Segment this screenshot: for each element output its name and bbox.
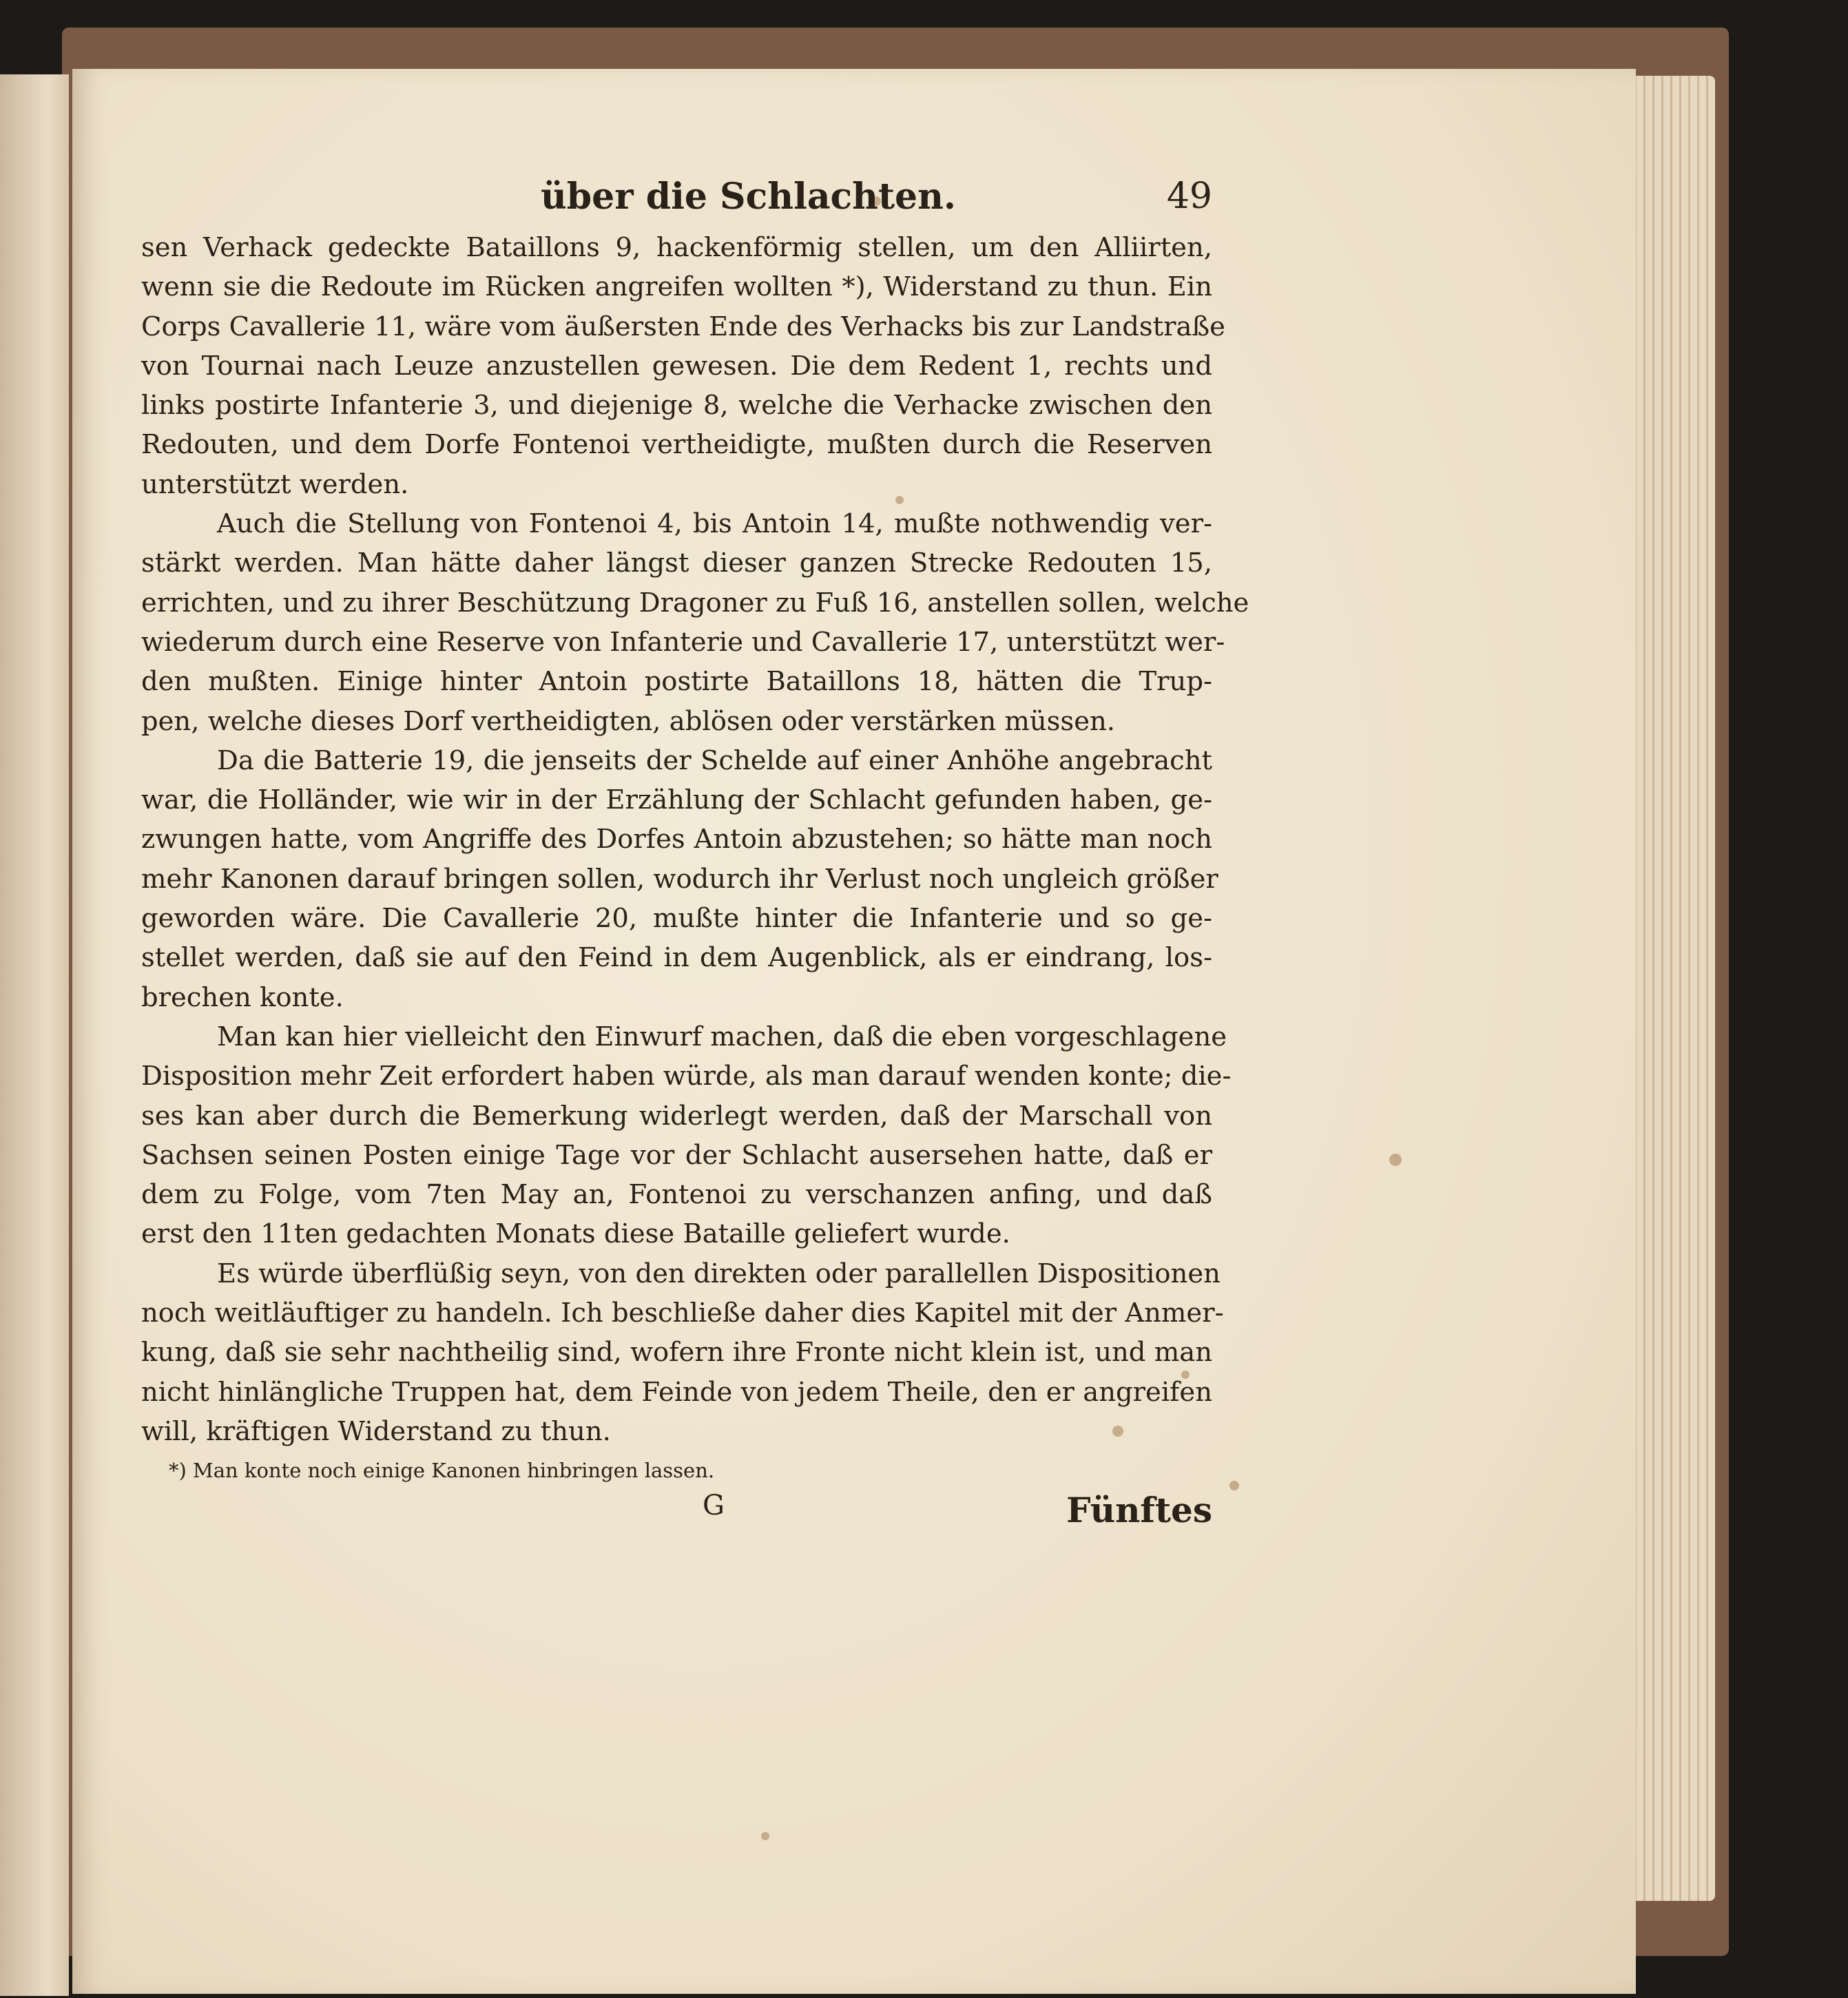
text-line: dem zu Folge, vom 7ten May an, Fontenoi zu verschanzen anfing, und daß [141,1179,1212,1211]
text-line: mehr Kanonen darauf bringen sollen, wodurch ihr Verlust noch ungleich größer [141,863,1218,895]
text-line: wenn sie die Redoute im Rücken angreifen wollten *), Widerstand zu thun. Ein [141,271,1212,303]
text-line: pen, welche dieses Dorf vertheidigten, ablösen oder verstärken müssen. [141,705,1116,737]
text-line: Sachsen seinen Posten einige Tage vor der Schlacht ausersehen hatte, daß er [141,1139,1212,1171]
text-line: Disposition mehr Zeit erfordert haben würde, als man darauf wenden konte; die- [141,1061,1232,1092]
footnote: *) Man konte noch einige Kanonen hinbringen lassen. [169,1459,715,1483]
text-line: den mußten. Einige hinter Antoin postirte Bataillons 18, hätten die Trup- [141,666,1212,698]
paragraph [141,1254,1224,1451]
catchword: Fünftes [1066,1490,1212,1531]
text-line: Redouten, und dem Dorfe Fontenoi vertheidigte, mußten durch die Reserven [141,429,1212,461]
foxing-spot [761,1832,769,1840]
paragraph [141,741,1218,1017]
text-line: zwungen hatte, vom Angriffe des Dorfes Antoin abzustehen; so hätte man noch [141,824,1212,855]
facing-page-edge [0,74,69,1996]
text-line: erst den 11ten gedachten Monats diese Bataille geliefert wurde. [141,1218,1010,1250]
text-line: unterstützt werden. [141,468,409,500]
running-head: über die Schlachten. [541,176,957,218]
text-line: noch weitläuftiger zu handeln. Ich beschließe daher dies Kapitel mit der Anmer- [141,1298,1224,1329]
text-line: Es würde überflüßig seyn, von den direkten oder parallellen Dispositionen [217,1258,1221,1289]
paragraph [141,1017,1232,1254]
page-footer [141,1490,1212,1538]
text-line: ses kan aber durch die Bemerkung widerlegt werden, daß der Marschall von [141,1100,1212,1132]
text-line: Man kan hier vielleicht den Einwurf machen, daß die eben vorgeschlagene [217,1021,1227,1052]
text-line: will, kräftigen Widerstand zu thun. [141,1415,611,1447]
text-line: geworden wäre. Die Cavallerie 20, mußte hinter die Infanterie und so ge- [141,903,1212,935]
paragraph [141,228,1225,504]
text-line: stellet werden, daß sie auf den Feind in dem Augenblick, als er eindrang, los- [141,942,1212,974]
text-line: wiederum durch eine Reserve von Infanterie und Cavallerie 17, unterstützt wer- [141,626,1225,658]
text-line: kung, daß sie sehr nachtheilig sind, wofern ihre Fronte nicht klein ist, und man [141,1337,1212,1369]
text-line: stärkt werden. Man hätte daher längst dieser ganzen Strecke Redouten 15, [141,548,1212,579]
paragraph [141,504,1249,741]
text-line: Da die Batterie 19, die jenseits der Schelde auf einer Anhöhe angebracht [217,745,1212,776]
page-header [141,176,1212,228]
text-line: errichten, und zu ihrer Beschützung Dragoner zu Fuß 16, anstellen sollen, welche [141,587,1249,618]
text-line: brechen konte. [141,981,344,1013]
page-text [141,176,1249,1538]
text-line: nicht hinlängliche Truppen hat, dem Feinde von jedem Theile, den er angreifen [141,1376,1212,1408]
text-line: Corps Cavallerie 11, wäre vom äußersten Ende des Verhacks bis zur Landstraße [141,311,1225,342]
text-line: sen Verhack gedeckte Bataillons 9, hackenförmig stellen, um den Alliirten, [141,232,1212,263]
foxing-spot [1389,1154,1402,1166]
text-line: links postirte Infanterie 3, und diejenige 8, welche die Verhacke zwischen den [141,390,1212,422]
text-line: Auch die Stellung von Fontenoi 4, bis Antoin 14, mußte nothwendig ver- [217,508,1212,540]
signature-mark: G [703,1490,725,1522]
foxing-spot [1229,1481,1239,1490]
text-line: war, die Holländer, wie wir in der Erzählung der Schlacht gefunden haben, ge- [141,784,1212,816]
text-line: von Tournai nach Leuze anzustellen gewesen. Die dem Redent 1, rechts und [141,350,1212,382]
page-number: 49 [1166,176,1212,217]
